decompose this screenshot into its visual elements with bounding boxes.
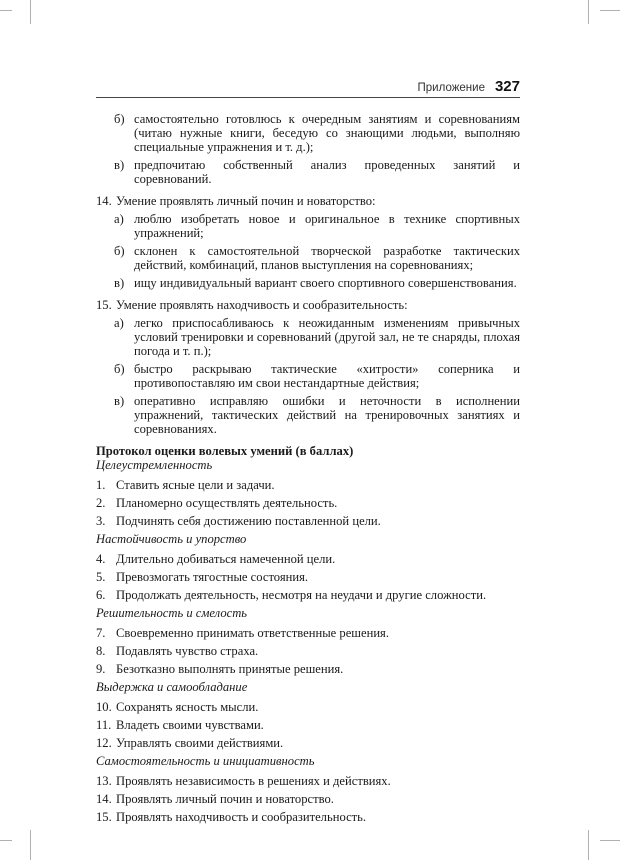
category-title: Целеустремленность (96, 458, 213, 472)
option-label: а) (114, 212, 124, 226)
category-title: Решительность и смелость (96, 606, 248, 620)
option-item (114, 316, 520, 358)
item-number: 13. (96, 774, 112, 788)
list-item (96, 496, 520, 510)
item-number: 4. (96, 552, 106, 566)
option-text: оперативно исправляю ошибки и неточности в исполнении упражнений, тактических действий на тренировочных занятиях и соревнованиях. (134, 394, 520, 436)
question-15 (96, 298, 520, 312)
question-15-options (114, 316, 520, 436)
item-text: Своевременно принимать ответственные решения. (116, 626, 389, 640)
group-block (96, 606, 520, 676)
list-item (96, 792, 520, 806)
item-text: Проявлять независимость в решениях и действиях. (116, 774, 391, 788)
option-label: б) (114, 112, 125, 126)
option-text: быстро раскрываю тактические «хитрости» соперника и противопоставляю им свои нестандартные действия; (134, 362, 520, 390)
item-text: Проявлять личный почин и новаторство. (116, 792, 334, 806)
item-text: Управлять своими действиями. (116, 736, 284, 750)
list-item (96, 552, 520, 566)
item-text: Подчинять себя достижению поставленной цели. (116, 514, 381, 528)
list-item (96, 514, 520, 528)
group-block (96, 458, 520, 528)
list-item (96, 718, 520, 732)
option-label: в) (114, 276, 125, 290)
question-title: Умение проявлять находчивость и сообразительность: (116, 298, 408, 312)
option-text: предпочитаю собственный анализ проведенных занятий и соревнований. (134, 158, 520, 186)
continued-options (114, 112, 520, 186)
item-number: 3. (96, 514, 106, 528)
category-title: Выдержка и самообладание (96, 680, 248, 694)
item-text: Длительно добиваться намеченной цели. (116, 552, 336, 566)
item-number: 5. (96, 570, 106, 584)
list-item (96, 662, 520, 676)
question-number: 14. (96, 194, 112, 208)
list-item (96, 774, 520, 788)
item-text: Планомерно осуществлять деятельность. (116, 496, 338, 510)
item-text: Сохранять ясность мысли. (116, 700, 259, 714)
crop-mark (588, 830, 589, 860)
question-14-options (114, 212, 520, 290)
option-text: легко приспосабливаюсь к неожиданным изменениям привычных условий тренировки и соревнований (другой зал, не те снаряды, плохая погода и т. п.); (134, 316, 520, 358)
item-number: 9. (96, 662, 106, 676)
crop-mark (30, 830, 31, 860)
option-label: б) (114, 362, 125, 376)
page-number: 327 (494, 78, 520, 95)
option-item (114, 158, 520, 186)
item-number: 7. (96, 626, 106, 640)
option-label: в) (114, 158, 125, 172)
option-text: самостоятельно готовлюсь к очередным занятиям и соревнованиям (читаю нужные книги, беседую со знающими людьми, выполняю специальные упражнения и т. д.); (134, 112, 520, 154)
item-number: 2. (96, 496, 106, 510)
item-number: 12. (96, 736, 112, 750)
question-14 (96, 194, 520, 208)
item-text: Превозмогать тягостные состояния. (116, 570, 309, 584)
category-title: Настойчивость и упорство (96, 532, 247, 546)
option-item (114, 394, 520, 436)
list-item (96, 478, 520, 492)
group-block (96, 532, 520, 602)
item-text: Продолжать деятельность, несмотря на неудачи и другие сложности. (116, 588, 487, 602)
list-item (96, 626, 520, 640)
item-number: 15. (96, 810, 112, 824)
list-item (96, 588, 520, 602)
crop-mark (0, 840, 12, 841)
list-item (96, 810, 520, 824)
item-number: 11. (96, 718, 112, 732)
list-item (96, 570, 520, 584)
crop-mark (600, 10, 620, 11)
option-label: в) (114, 394, 125, 408)
option-text: ищу индивидуальный вариант своего спортивного совершенствования. (134, 276, 517, 290)
page-body (96, 112, 520, 824)
item-number: 10. (96, 700, 112, 714)
option-label: б) (114, 244, 125, 258)
question-number: 15. (96, 298, 112, 312)
option-item (114, 244, 520, 272)
crop-mark (600, 840, 620, 841)
section-label: Приложение (417, 82, 485, 94)
option-item (114, 212, 520, 240)
item-number: 14. (96, 792, 112, 806)
option-text: склонен к самостоятельной творческой разработке тактических действий, комбинаций, планов выступления на соревнованиях; (134, 244, 520, 272)
question-title: Умение проявлять личный почин и новаторство: (116, 194, 376, 208)
option-item (114, 112, 520, 154)
crop-mark (30, 0, 31, 24)
list-item (96, 736, 520, 750)
group-block (96, 754, 520, 824)
category-title: Самостоятельность и инициативность (96, 754, 315, 768)
option-item (114, 362, 520, 390)
item-text: Подавлять чувство страха. (116, 644, 259, 658)
protocol-heading: Протокол оценки волевых умений (в баллах) (96, 444, 354, 458)
item-text: Безотказно выполнять принятые решения. (116, 662, 344, 676)
crop-mark (0, 10, 12, 11)
item-number: 1. (96, 478, 106, 492)
item-text: Владеть своими чувствами. (116, 718, 264, 732)
group-block (96, 680, 520, 750)
item-text: Ставить ясные цели и задачи. (116, 478, 275, 492)
option-item (114, 276, 520, 290)
item-text: Проявлять находчивость и сообразительность. (116, 810, 367, 824)
option-label: а) (114, 316, 124, 330)
list-item (96, 644, 520, 658)
item-number: 6. (96, 588, 106, 602)
list-item (96, 700, 520, 714)
header-rule (96, 97, 520, 98)
crop-mark (588, 0, 589, 24)
running-head (96, 78, 520, 96)
option-text: люблю изобретать новое и оригинальное в технике спортивных упражнений; (134, 212, 520, 240)
item-number: 8. (96, 644, 106, 658)
